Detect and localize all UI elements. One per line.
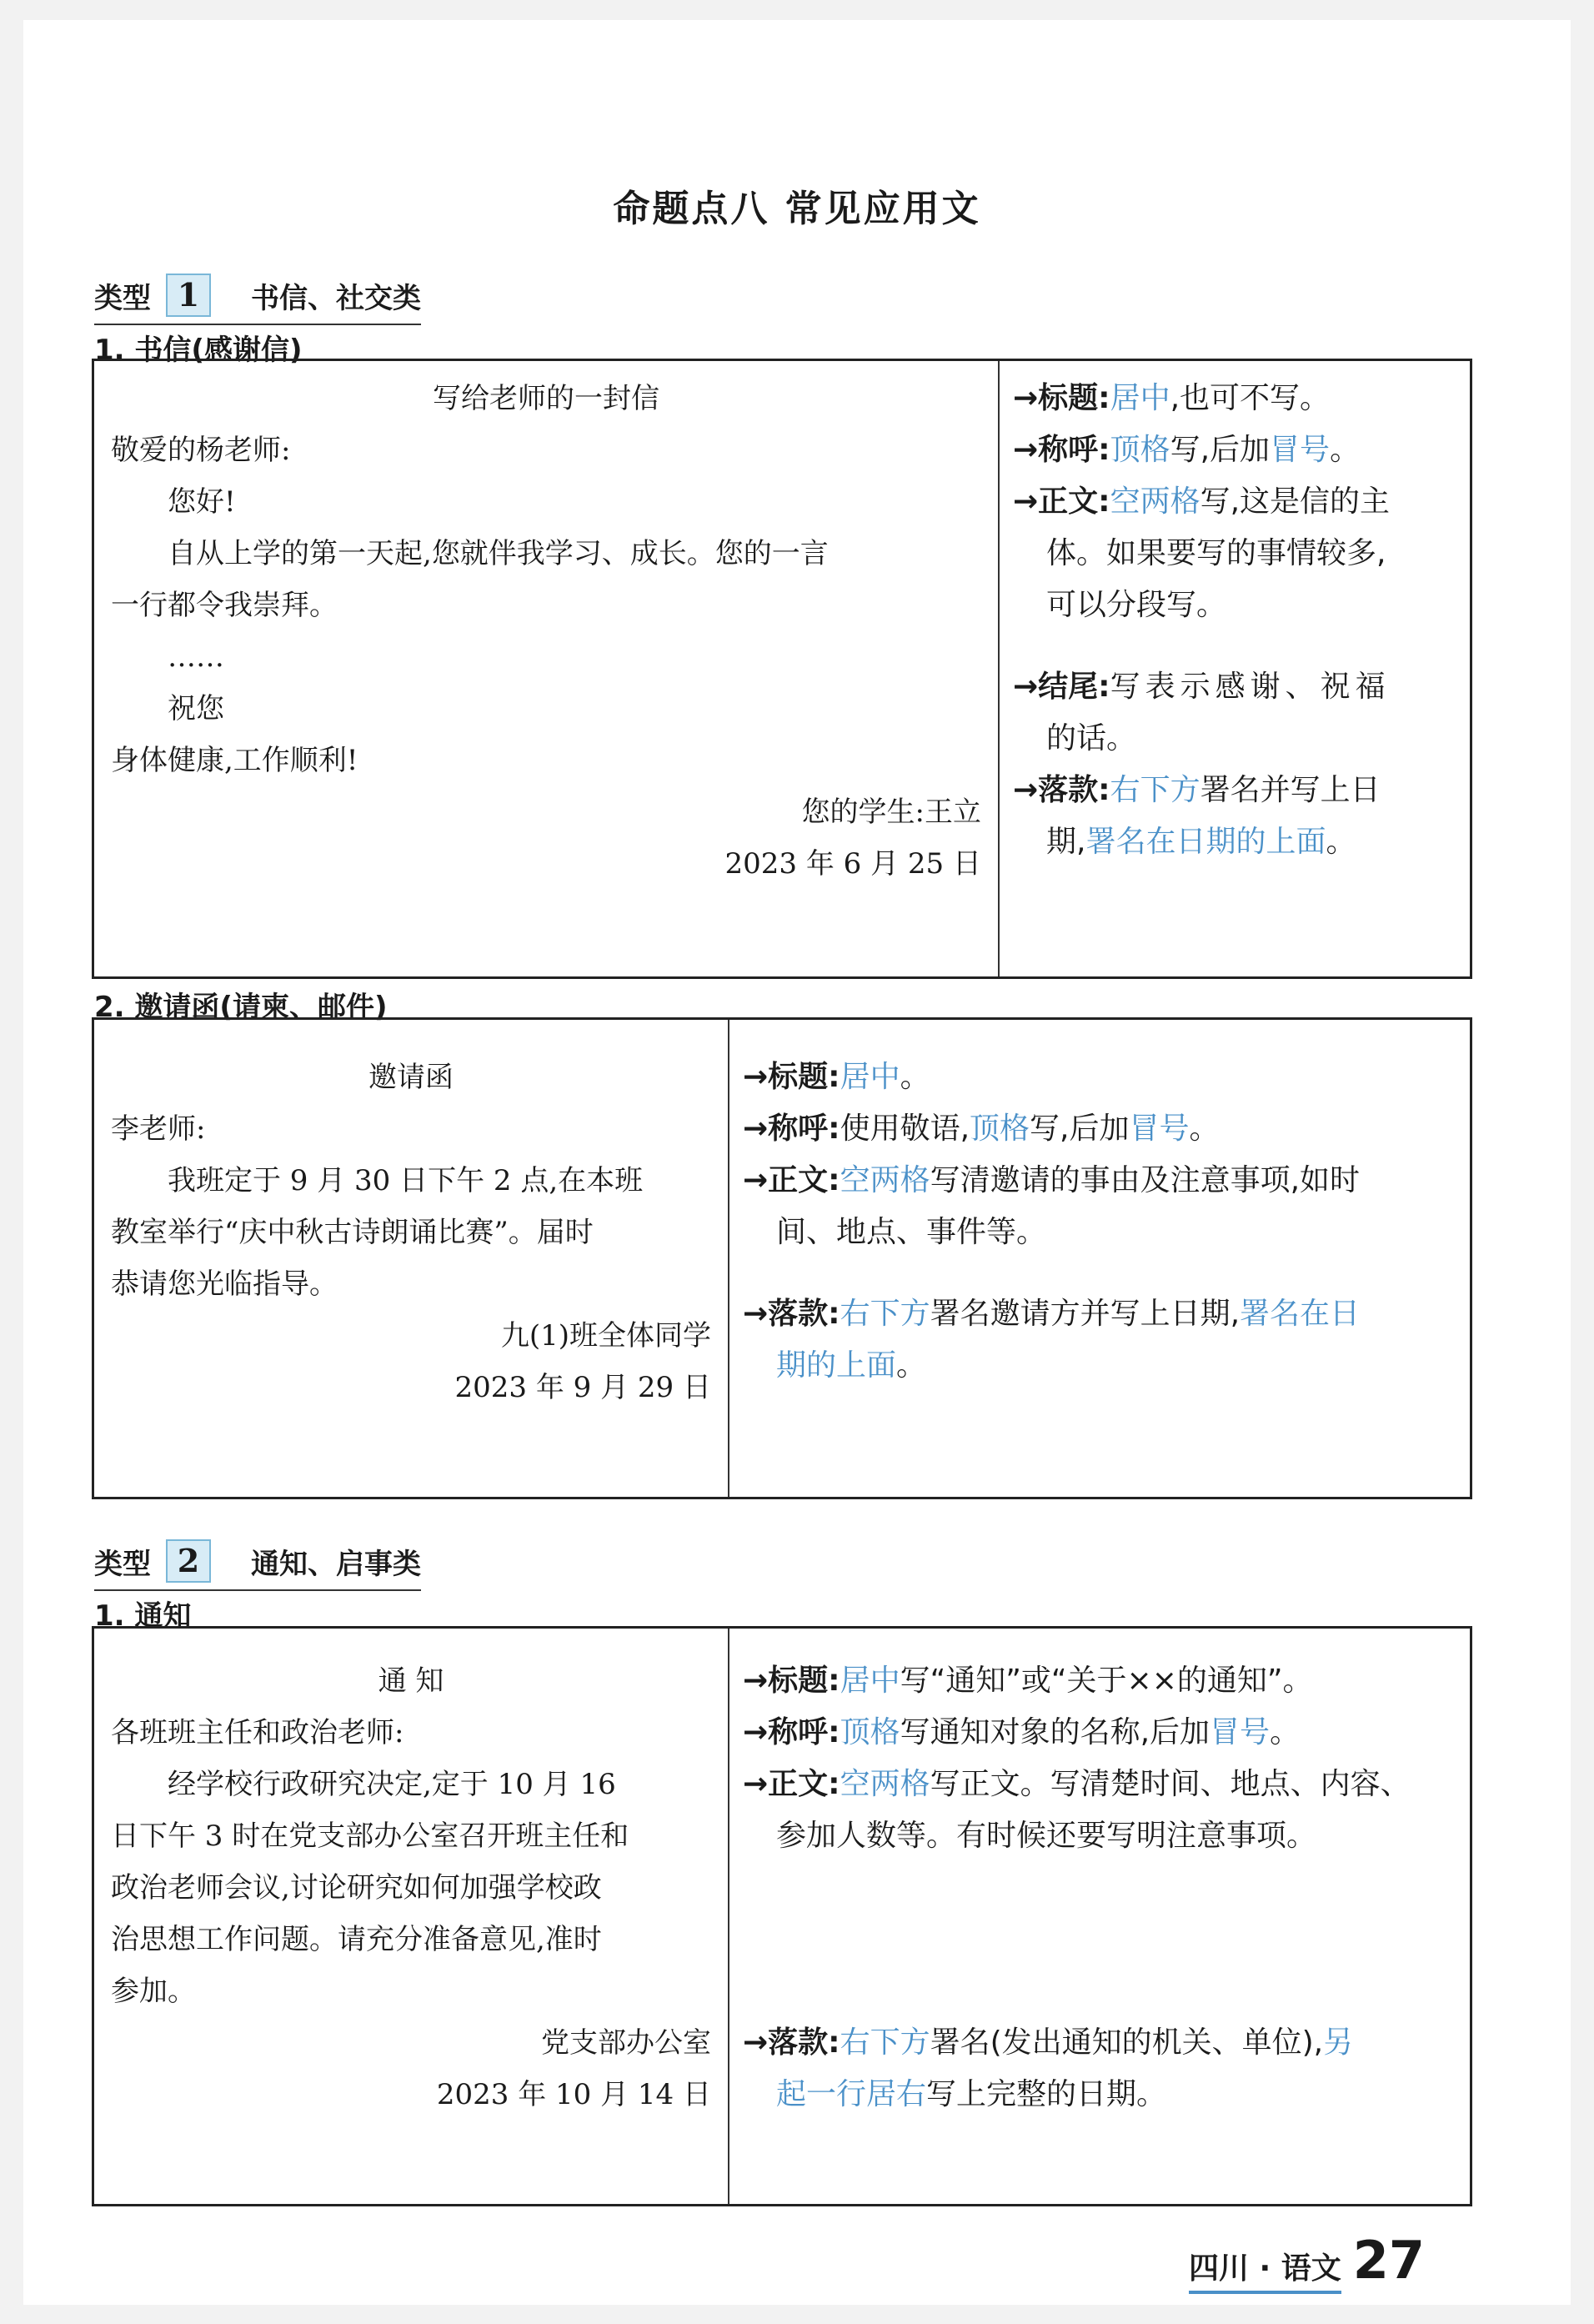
page-title: 命题点八 常见应用文	[613, 188, 981, 230]
letter-sample	[94, 361, 1000, 976]
note-body-cont: 参加人数等。有时候还要写明注意事项。	[776, 1819, 1317, 1853]
arrow-icon: →	[743, 1767, 769, 1801]
type-name: 书信、社交类	[251, 281, 421, 315]
letter-date: 2023 年 6 月 25 日	[724, 847, 981, 881]
type-number: 2	[166, 1539, 211, 1583]
note-salutation: →称呼:使用敬语,顶格写,后加冒号。	[743, 1112, 1220, 1146]
letter-body-line: 一行都令我崇拜。	[111, 589, 338, 622]
invitation-body-line: 我班定于 9 月 30 日下午 2 点,在本班	[168, 1164, 644, 1197]
section-heading-letter: 1. 书信(感谢信)	[94, 334, 303, 367]
subject-tag: 四川 · 语文	[1189, 2245, 1341, 2294]
notice-body-line: 治思想工作问题。请充分准备意见,准时	[111, 1923, 602, 1956]
note-body-cont: 间、地点、事件等。	[776, 1215, 1047, 1249]
note-title: →标题:居中。	[743, 1060, 930, 1094]
arrow-icon: →	[743, 1664, 769, 1698]
invitation-notes	[729, 1020, 1470, 1497]
notice-body-line: 经学校行政研究决定,定于 10 月 16	[168, 1768, 616, 1801]
letter-notes	[1000, 361, 1470, 976]
note-signoff-cont: 起一行居右写上完整的日期。	[776, 2077, 1167, 2111]
notice-title: 通 知	[378, 1664, 444, 1698]
note-body: →正文:空两格写清邀请的事由及注意事项,如时	[743, 1163, 1361, 1197]
notice-body-line: 政治老师会议,讨论研究如何加强学校政	[111, 1871, 602, 1905]
note-title: →标题:居中,也可不写。	[1013, 381, 1331, 415]
arrow-icon: →	[1013, 433, 1039, 467]
note-ending-cont: 的话。	[1046, 721, 1137, 755]
type-2-heading	[94, 1536, 421, 1591]
letter-signature: 您的学生:王立	[801, 796, 981, 829]
note-body: →正文:空两格写正文。写清楚时间、地点、内容、	[743, 1767, 1411, 1801]
section-heading-notice: 1. 通知	[94, 1599, 192, 1633]
invitation-title: 邀请函	[368, 1061, 454, 1094]
note-signoff: →落款:右下方署名(发出通知的机关、单位),另	[743, 2025, 1354, 2060]
letter-ellipsis: ……	[168, 640, 224, 674]
note-body: →正文:空两格写,这是信的主	[1013, 484, 1391, 519]
section-heading-invitation: 2. 邀请函(请柬、邮件)	[94, 991, 388, 1024]
note-signoff-cont: 期,署名在日期的上面。	[1046, 825, 1356, 859]
letter-body-line: 自从上学的第一天起,您就伴我学习、成长。您的一言	[168, 537, 829, 570]
arrow-icon: →	[1013, 484, 1039, 519]
letter-salutation: 敬爱的杨老师:	[111, 434, 291, 467]
arrow-icon: →	[1013, 670, 1039, 704]
type-number: 1	[166, 274, 211, 317]
arrow-icon: →	[743, 1297, 769, 1331]
notice-body-line: 日下午 3 时在党支部办公室召开班主任和	[111, 1820, 629, 1853]
note-ending: →结尾:写表示感谢、祝福	[1013, 670, 1391, 704]
invitation-signature: 九(1)班全体同学	[500, 1319, 711, 1353]
letter-wish: 祝您	[168, 692, 224, 725]
page	[23, 20, 1571, 2305]
note-salutation: →称呼:顶格写,后加冒号。	[1013, 433, 1361, 467]
note-signoff: →落款:右下方署名并写上日	[1013, 773, 1381, 807]
note-salutation: →称呼:顶格写通知对象的名称,后加冒号。	[743, 1715, 1301, 1749]
notice-salutation: 各班班主任和政治老师:	[111, 1716, 404, 1749]
notice-body-line: 参加。	[111, 1975, 196, 2008]
invitation-salutation: 李老师:	[111, 1112, 206, 1146]
notice-notes	[729, 1629, 1470, 2204]
type-label: 类型	[94, 1547, 151, 1581]
letter-title: 写给老师的一封信	[433, 382, 659, 415]
invitation-date: 2023 年 9 月 29 日	[454, 1371, 711, 1404]
invitation-body-line: 教室举行“庆中秋古诗朗诵比赛”。届时	[111, 1216, 594, 1249]
arrow-icon: →	[1013, 381, 1039, 415]
note-body-cont: 体。如果要写的事情较多,	[1046, 536, 1386, 570]
note-signoff: →落款:右下方署名邀请方并写上日期,署名在日	[743, 1297, 1361, 1331]
page-footer	[1189, 2230, 1425, 2294]
letter-wish: 身体健康,工作顺利!	[111, 744, 358, 777]
invitation-example-box	[92, 1017, 1472, 1499]
notice-date: 2023 年 10 月 14 日	[436, 2078, 711, 2111]
note-body-cont: 可以分段写。	[1046, 588, 1227, 622]
notice-example-box	[92, 1626, 1472, 2206]
notice-sample	[94, 1629, 729, 2204]
arrow-icon: →	[743, 1163, 769, 1197]
invitation-sample	[94, 1020, 729, 1497]
arrow-icon: →	[1013, 773, 1039, 807]
page-number: 27	[1352, 2230, 1425, 2291]
arrow-icon: →	[743, 1112, 769, 1146]
letter-example-box	[92, 359, 1472, 979]
arrow-icon: →	[743, 1060, 769, 1094]
type-1-heading	[94, 270, 421, 325]
letter-greeting: 您好!	[168, 485, 236, 519]
arrow-icon: →	[743, 2025, 769, 2060]
notice-signature: 党支部办公室	[541, 2026, 711, 2060]
note-signoff-cont: 期的上面。	[776, 1348, 927, 1383]
note-title: →标题:居中写“通知”或“关于××的通知”。	[743, 1664, 1313, 1698]
type-name: 通知、启事类	[251, 1547, 421, 1581]
invitation-body-line: 恭请您光临指导。	[111, 1267, 338, 1301]
type-label: 类型	[94, 281, 151, 315]
arrow-icon: →	[743, 1715, 769, 1749]
